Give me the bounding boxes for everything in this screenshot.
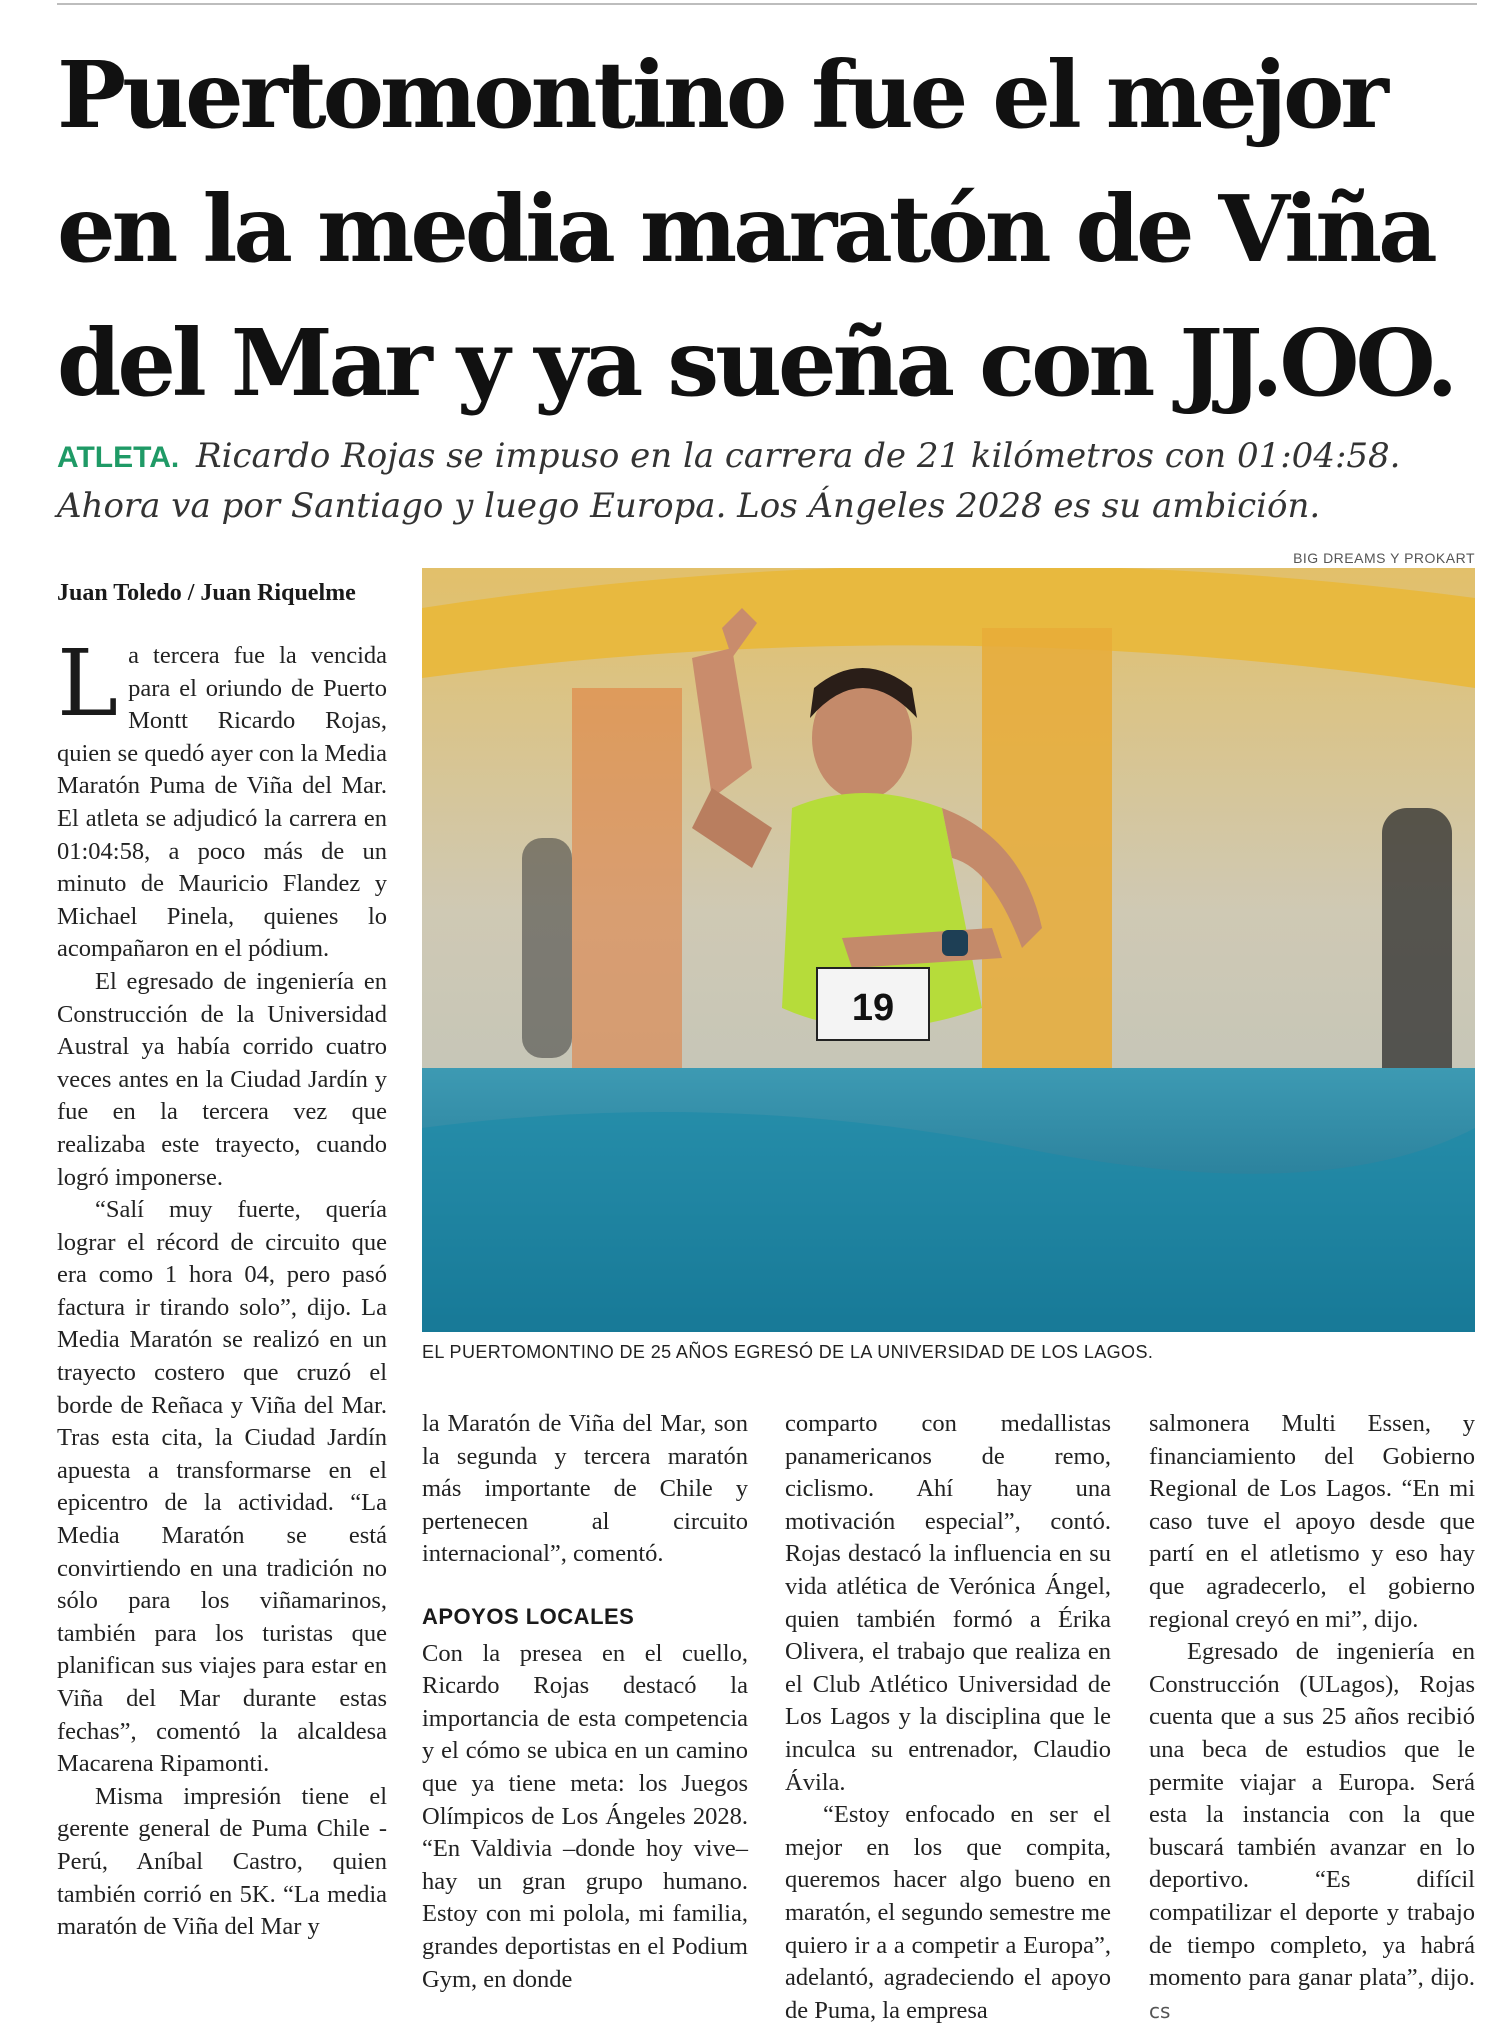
deck-text: Ricardo Rojas se impuso en la carrera de 21 kilómetros con 01:04:58. Ahora va por Santiago y luego Europa. Los Ángeles 2028 es su ambición. <box>57 436 1401 526</box>
drop-cap: L <box>57 630 119 737</box>
bib-number: 19 <box>851 987 895 1029</box>
subhead: APOYOS LOCALES <box>422 1603 635 1629</box>
paragraph: Misma impresión tiene el gerente general de Puma Chile - Perú, Aníbal Castro, quien también corrió en 5K. “La media maratón de Viña del Mar y <box>57 1782 387 1941</box>
runner-illustration <box>422 568 1475 1332</box>
paragraph-text: a tercera fue la vencida para el oriundo de Puerto Montt Ricardo Rojas, quien se quedó ayer con la Media Maratón Puma de Viña del Mar. El atleta se adjudicó la carrera en 01:04:58, a poco más de un minuto de Mauricio Flandez y Michael Pinela, quienes lo acompañaron en el pódium. <box>57 642 387 963</box>
photo-caption: EL PUERTOMONTINO DE 25 AÑOS EGRESÓ DE LA UNIVERSIDAD DE LOS LAGOS. <box>422 1342 1154 1362</box>
paragraph: la Maratón de Viña del Mar, son la segunda y tercera maratón más importante de Chile y pertenecen al circuito internacional”, comentó. <box>422 1410 748 1568</box>
paragraph: salmonera Multi Essen, y financiamiento del Gobierno Regional de Los Lagos. “En mi caso tuve el apoyo desde que partí en el atletismo y eso hay que agradecerlo, el gobierno regional creyó en mi”, dijo. <box>1149 1410 1475 1633</box>
paragraph: “Estoy enfocado en ser el mejor en los que compita, queremos hacer algo bueno en maratón, el segundo semestre me quiero ir a a competir a Europa”, adelantó, agradeciendo el apoyo de Puma, la empresa <box>785 1801 1111 2024</box>
top-rule <box>57 3 1477 5</box>
paragraph-text: Egresado de ingeniería en Construcción (ULagos), Rojas cuenta que a sus 25 años recibió una beca de estudios que le permite viajar a Europa. Será esta la instancia con la que buscará también avanzar en lo deportivo. “Es difícil compatilizar el deporte y trabajo de tiempo completo, ya habrá momento para ganar plata”, dijo. <box>1149 1638 1475 1992</box>
article-column-4 <box>1149 1408 1475 2027</box>
runner-photo <box>422 568 1475 1332</box>
byline: Juan Toledo / Juan Riquelme <box>57 580 356 606</box>
end-mark-icon: cs <box>1149 1998 1171 2023</box>
headline: Puertomontino fue el mejor en la media maratón de Viña del Mar y ya sueña con JJ.OO. <box>57 41 1455 417</box>
deck-kicker: ATLETA. <box>57 441 180 474</box>
paragraph: comparto con medallistas panamericanos de remo, ciclismo. Ahí hay una motivación especial”, contó. Rojas destacó la influencia en su vida atlética de Verónica Ángel, quien también formó a Érika Olivera, el trabajo que realiza en el Club Atlético Universidad de Los Lagos y la disciplina que le inculca su entrenador, Claudio Ávila. <box>785 1410 1111 1796</box>
paragraph <box>57 630 387 966</box>
article-column-1 <box>57 630 387 1944</box>
paragraph: Con la presea en el cuello, Ricardo Rojas destacó la importancia de esta competencia y el cómo se ubica en un camino que ya tiene meta: los Juegos Olímpicos de Los Ángeles 2028. “En Valdivia –donde hoy vive– hay un gran grupo humano. Estoy con mi polola, mi familia, grandes deportistas en el Podium Gym, en donde <box>422 1639 748 1993</box>
paragraph <box>1149 1636 1475 2027</box>
paragraph: “Salí muy fuerte, quería lograr el récord de circuito que era como 1 hora 04, pero pasó factura ir tirando solo”, dijo. La Media Maratón se realizó en un trayecto costero que cruzó el borde de Reñaca y Viña del Mar. Tras esta cita, la Ciudad Jardín apuesta a transformarse en el epicentro de la actividad. “La Media Maratón se está convirtiendo en una tradición no sólo para los viñamarinos, también para los turistas que planifican sus viajes para estar en Viña del Mar durante estas fechas”, comentó la alcaldesa Macarena Ripamonti. <box>57 1196 387 1778</box>
article-column-2 <box>422 1408 748 1996</box>
photo-credit: BIG DREAMS Y PROKART <box>1293 550 1475 566</box>
paragraph: El egresado de ingeniería en Construcción de la Universidad Austral ya había corrido cuatro veces antes en la Ciudad Jardín y fue en la tercera vez que realizaba este trayecto, cuando logró imponerse. <box>57 967 387 1191</box>
deck <box>57 432 1477 530</box>
article-column-3 <box>785 1408 1111 2027</box>
